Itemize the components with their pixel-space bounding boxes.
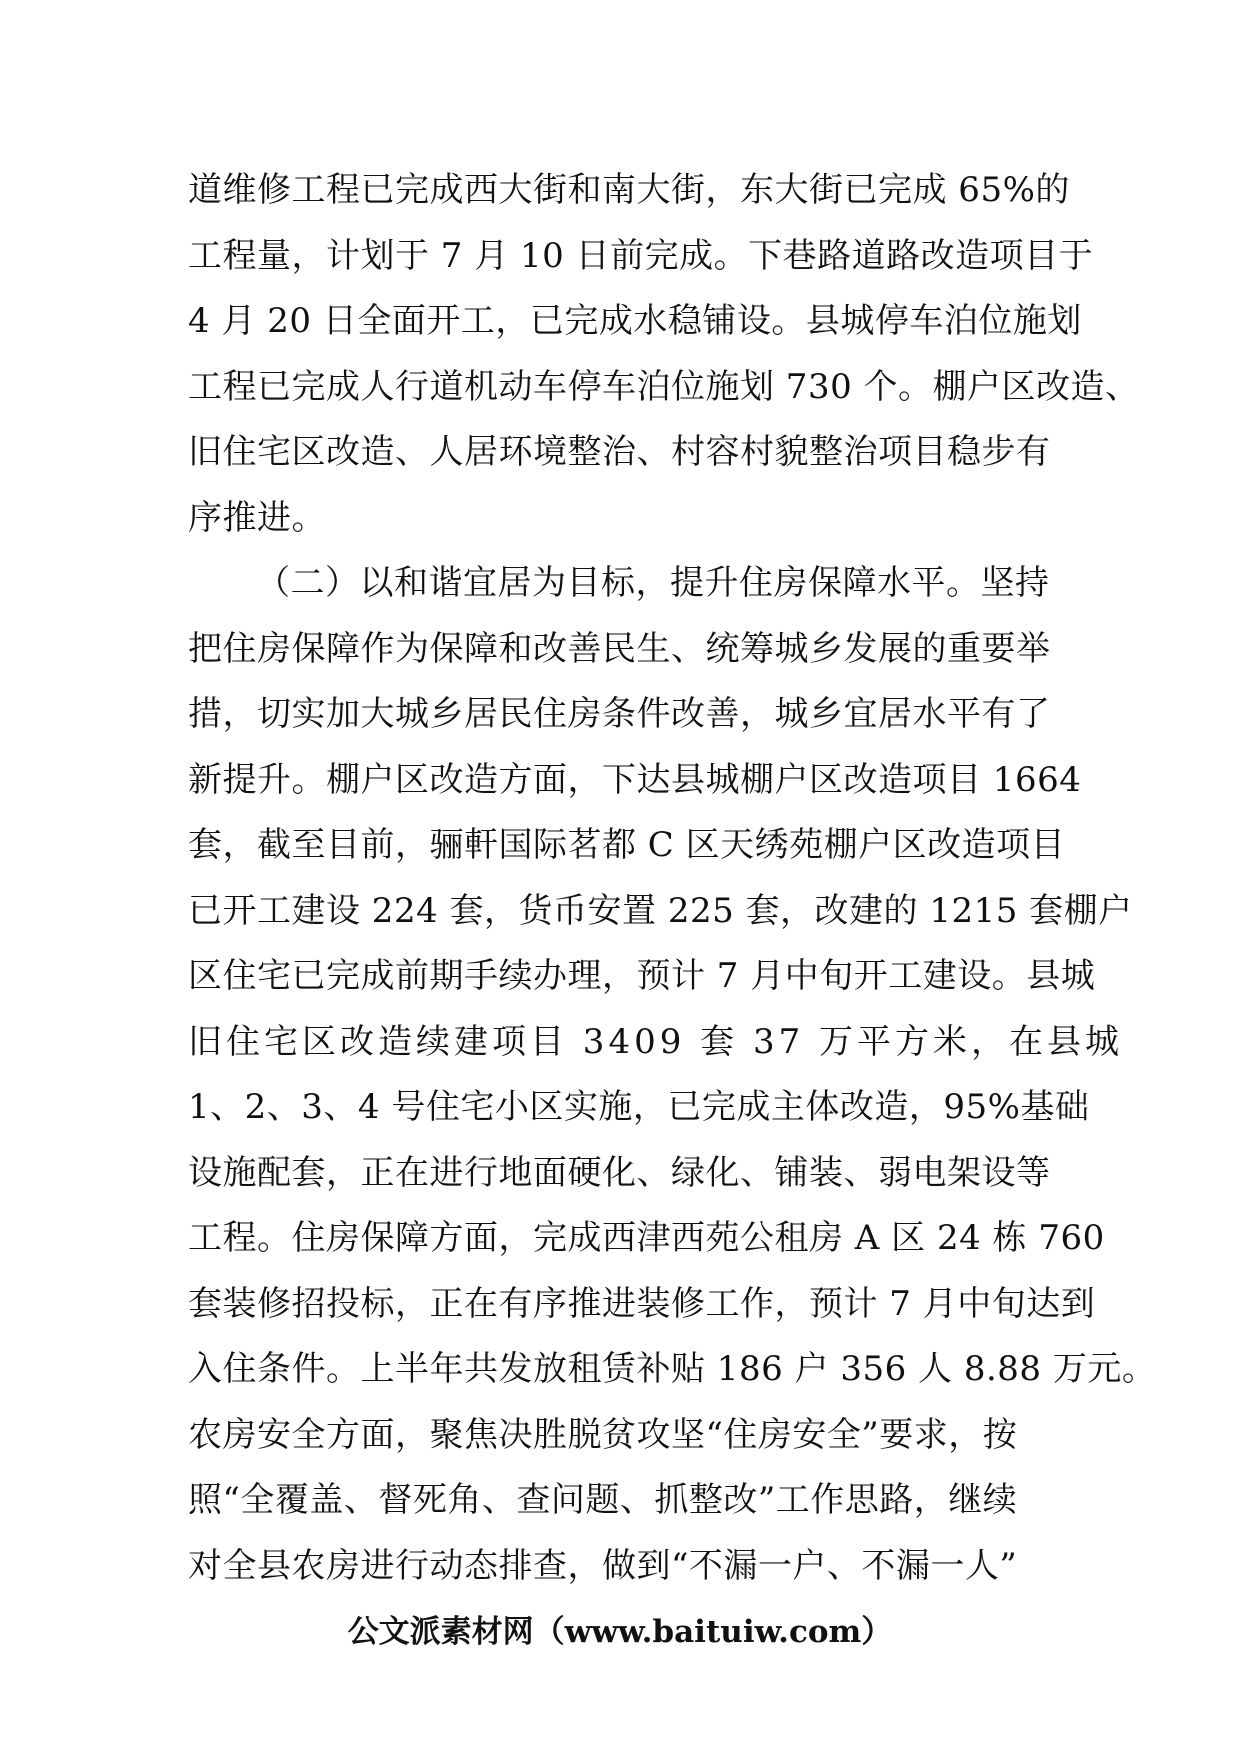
text-line: 1、2、3、4 号住宅小区实施，已完成主体改造，95%基础 (188, 1087, 1090, 1127)
section-heading-line: （二）以和谐宜居为目标，提升住房保障水平。坚持 (256, 563, 1050, 603)
text-line: 序推进。 (188, 497, 326, 538)
text-line: 设施配套，正在进行地面硬化、绿化、铺装、弱电架设等 (188, 1152, 1051, 1193)
text-line: 工程。住房保障方面，完成西津西苑公租房 A 区 24 栋 760 (188, 1218, 1105, 1258)
text-line: 已开工建设 224 套，货币安置 225 套，改建的 1215 套棚户 (188, 890, 1133, 931)
text-line: 入住条件。上半年共发放租赁补贴 186 户 356 人 8.88 万元。 (188, 1349, 1157, 1389)
text-line: 旧住宅区改造、人居环境整治、村容村貌整治项目稳步有 (188, 432, 1051, 472)
text-line: 工程量，计划于 7 月 10 日前完成。下巷路道路改造项目于 (188, 235, 1094, 276)
text-line: 措，切实加大城乡居民住房条件改善，城乡宜居水平有了 (188, 694, 1051, 734)
footer-watermark-text: 公文派素材网（www.baituiw.com） (347, 1614, 893, 1650)
text-line: 照“全覆盖、督死角、查问题、抓整改”工作思路，继续 (188, 1480, 1018, 1520)
text-line: 旧住宅区改造续建项目 3409 套 37 万平方米，在县城 (188, 1021, 1124, 1062)
document-body (188, 158, 1157, 1599)
text-line: 把住房保障作为保障和改善民生、统筹城乡发展的重要举 (188, 628, 1051, 669)
text-line: 套，截至目前，骊軒国际茗都 C 区天绣苑棚户区改造项目 (188, 825, 1066, 865)
text-line: 农房安全方面，聚焦决胜脱贫攻坚“住房安全”要求，按 (188, 1414, 1018, 1455)
text-line: 区住宅已完成前期手续办理，预计 7 月中旬开工建设。县城 (188, 956, 1096, 996)
text-line: 套装修招投标，正在有序推进装修工作，预计 7 月中旬达到 (188, 1283, 1096, 1324)
text-line: 道维修工程已完成西大街和南大街，东大街已完成 65%的 (188, 170, 1070, 210)
text-line: 4 月 20 日全面开工，已完成水稳铺设。县城停车泊位施划 (188, 301, 1082, 341)
text-line: 对全县农房进行动态排查，做到“不漏一户、不漏一人” (188, 1545, 1018, 1586)
text-line: 新提升。棚户区改造方面，下达县城棚户区改造项目 1664 (188, 759, 1082, 800)
text-line: 工程已完成人行道机动车停车泊位施划 730 个。棚户区改造、 (188, 366, 1140, 407)
